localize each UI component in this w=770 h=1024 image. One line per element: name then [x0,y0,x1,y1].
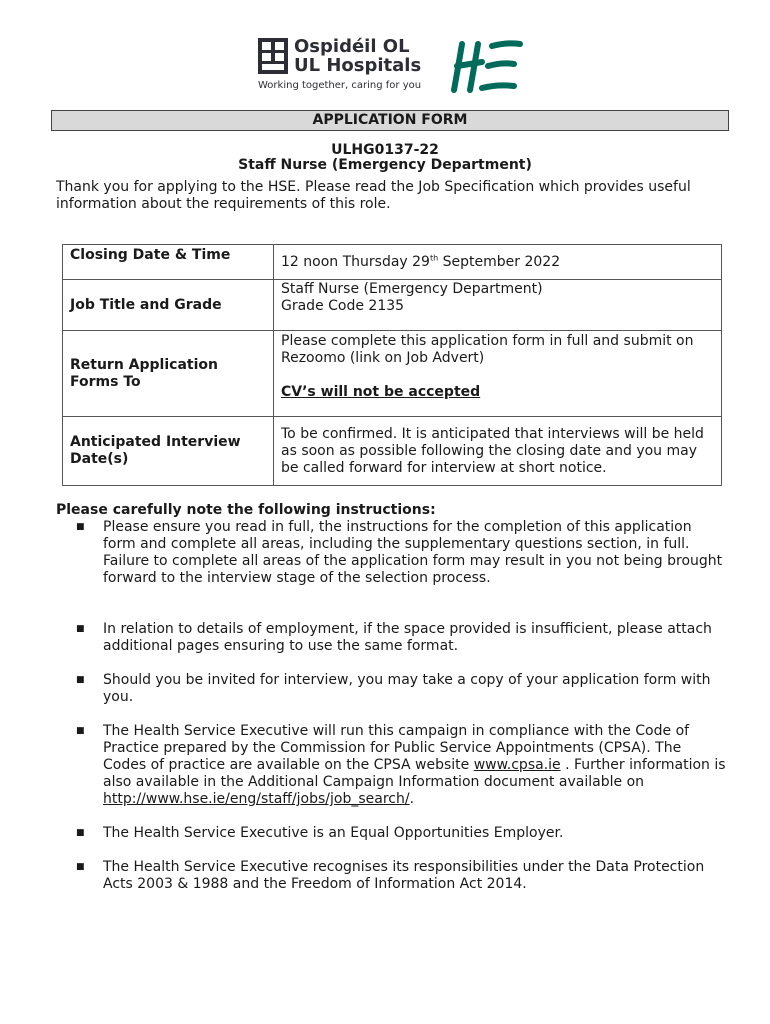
bullet-icon: ■ [76,675,85,685]
instruction-text: Please ensure you read in full, the instructions for the completion of this application form and complete all areas, including the supplementary questions section, in full. Failure to complete all areas of the application form may result in you not being brought forward to the interview stage of the selection process. [103,519,723,586]
closing-date-row [63,245,722,280]
instruction-text: The Health Service Executive is an Equal Opportunities Employer. [103,825,564,841]
ul-hospitals-logo [258,38,428,94]
interview-date-row [63,417,722,486]
position-title: Staff Nurse (Emergency Department) [238,157,532,173]
cpsa-text-before: The Health Service Executive will run this campaign in compliance with the Code of Practice prepared by the Commission for Public Service Appointments (CPSA). The Codes of practice are available on the CPSA website [103,723,690,773]
closing-date-month: September 2022 [438,253,561,270]
list-item [76,672,726,706]
ul-logo-tagline: Working together, caring for you [258,80,422,91]
hse-logo-icon [448,38,524,94]
bullet-icon: ■ [76,726,85,736]
grade-code-line: Grade Code 2135 [281,298,405,314]
cpsa-text-after: . [409,791,415,807]
list-item [76,859,726,893]
return-forms-label: Return Application Forms To [63,331,274,417]
bullet-icon: ■ [76,828,85,838]
ul-logo-name-line1: Ospidéil OL [294,36,410,57]
cpsa-website-link[interactable]: www.cpsa.ie [473,757,561,773]
list-item [76,621,726,655]
list-item [76,519,726,587]
interview-date-label: Anticipated Interview Date(s) [63,417,274,486]
return-forms-value [274,331,722,417]
cpsa-text-middle: . Further information is also available in the Additional Campaign Information document available on [103,757,726,790]
hse-logo [448,38,524,94]
instructions-heading: Please carefully note the following instructions: [56,502,436,518]
cv-not-accepted-note: CV’s will not be accepted [281,384,481,400]
job-info-table [62,244,722,486]
interview-date-value: To be confirmed. It is anticipated that interviews will be held as soon as possible following the closing date and you may be called forward for interview at short notice. [274,417,722,486]
return-forms-instructions: Please complete this application form in full and submit on Rezoomo (link on Job Advert) [281,333,694,366]
bullet-icon: ■ [76,522,85,532]
intro-paragraph: Thank you for applying to the HSE. Please read the Job Specification which provides useful information about the requirements of this role. [56,179,691,212]
job-reference: ULHG0137-22 [331,142,439,158]
ul-logo-name-line2: UL Hospitals [294,55,422,76]
closing-date-value [274,245,722,280]
job-title-label: Job Title and Grade [63,280,274,331]
closing-date-main: 12 noon Thursday 29 [281,253,430,270]
ul-hospitals-mark-icon [258,38,288,74]
job-title-line: Staff Nurse (Emergency Department) [281,281,543,297]
bullet-icon: ■ [76,862,85,872]
list-item [76,825,726,842]
instruction-text: In relation to details of employment, if the space provided is insufficient, please attach additional pages ensuring to use the same format. [103,621,712,654]
return-forms-row [63,331,722,417]
instruction-text: Should you be invited for interview, you may take a copy of your application form with you. [103,672,711,705]
bullet-icon: ■ [76,624,85,634]
closing-date-label: Closing Date & Time [63,245,274,280]
list-item [76,723,726,808]
job-title-row [63,280,722,331]
instruction-text: The Health Service Executive recognises its responsibilities under the Data Protection Acts 2003 & 1988 and the Freedom of Information Act 2014. [103,859,705,892]
hse-job-search-link[interactable]: http://www.hse.ie/eng/staff/jobs/job_search/ [103,791,410,807]
application-form-title: APPLICATION FORM [51,110,729,131]
job-title-value [274,280,722,331]
instruction-text [103,723,726,808]
closing-date-ordinal: th [429,252,439,262]
